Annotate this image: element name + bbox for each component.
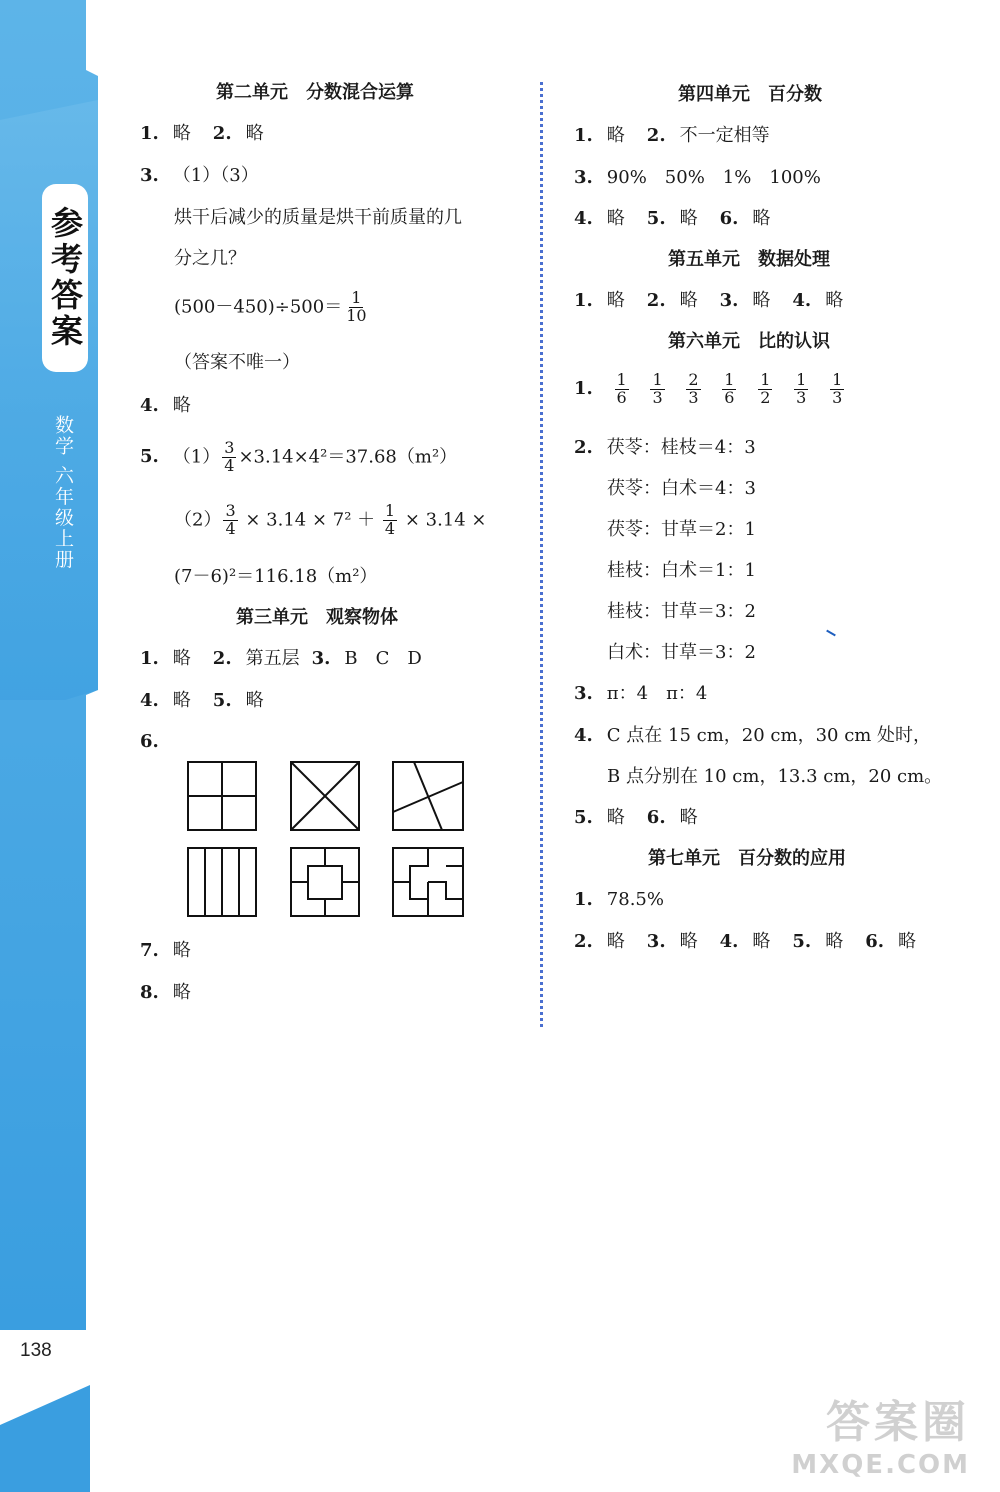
q-number: 2.	[212, 648, 232, 669]
answer: 第五层	[245, 648, 300, 669]
answer: π：4 π：4	[606, 683, 708, 704]
answer: 略	[679, 931, 698, 952]
q-number: 4.	[719, 931, 739, 952]
answer: 略	[679, 807, 698, 828]
answer: 略	[245, 123, 264, 144]
unit6-q5-q6	[574, 807, 698, 829]
numerator: 3	[225, 501, 236, 520]
unit2-heading: 第二单元 分数混合运算	[216, 82, 414, 103]
answer: C 点在 15 cm，20 cm，30 cm 处时，	[606, 725, 932, 746]
square-skew-division	[393, 762, 463, 830]
numerator: 1	[724, 370, 735, 389]
answer: 78.5%	[606, 889, 664, 910]
unit6-q2-line1	[574, 437, 756, 459]
denominator: 6	[616, 387, 627, 407]
answer: 略	[606, 807, 625, 828]
q-number: 4.	[574, 208, 593, 229]
fraction	[615, 372, 629, 407]
answer: 略	[752, 208, 771, 229]
unit6-heading: 第六单元 比的认识	[668, 331, 830, 352]
unit6-q1	[574, 372, 858, 407]
q-number: 8.	[140, 982, 159, 1003]
answer: 略	[606, 931, 625, 952]
part-label: （2）	[174, 509, 222, 531]
q-number: 4.	[792, 290, 812, 311]
answer: 略	[172, 123, 191, 144]
watermark	[791, 1386, 970, 1480]
unit6-q2-line4: 桂枝：白术＝1：1	[607, 560, 756, 581]
answer: 90% 50% 1% 100%	[606, 167, 821, 188]
unit7-heading: 第七单元 百分数的应用	[648, 848, 846, 869]
watermark-logo-text: 答案圈	[826, 1397, 970, 1448]
fraction	[686, 372, 700, 407]
q-number: 3.	[574, 167, 593, 188]
unit3-q7	[140, 940, 191, 962]
unit6-q4-line2: B 点分别在 10 cm，13.3 cm，20 cm。	[607, 766, 943, 787]
answer: 略	[679, 290, 698, 311]
denominator: 2	[760, 387, 771, 407]
answer: 略	[825, 931, 844, 952]
numerator: 1	[616, 370, 627, 389]
q-number: 1.	[574, 889, 593, 910]
numerator: 1	[351, 288, 362, 307]
q-number: 4.	[574, 725, 593, 746]
q-number: 4.	[140, 690, 159, 711]
fraction	[830, 372, 844, 407]
q-number: 1.	[574, 125, 593, 146]
unit3-q6	[140, 731, 173, 753]
q-number: 3.	[719, 290, 739, 311]
q-number: 4.	[140, 395, 159, 416]
q-number: 7.	[140, 940, 159, 961]
unit2-q5-part1	[140, 440, 457, 475]
fraction	[650, 372, 664, 407]
denominator: 3	[688, 387, 699, 407]
answer: 略	[172, 940, 191, 961]
numerator: 1	[384, 501, 396, 520]
answer-tab-label: 参考答案	[46, 206, 84, 350]
unit3-q4-q5	[140, 690, 264, 712]
answer: 略	[679, 208, 698, 229]
answer: 略	[606, 290, 625, 311]
q-number: 5.	[140, 446, 159, 468]
fraction	[383, 503, 397, 538]
q-number: 2.	[574, 931, 593, 952]
watermark-url: MXQE.COM	[791, 1450, 970, 1480]
answer-tab	[42, 184, 88, 372]
fraction	[758, 372, 772, 407]
q-number: 5.	[212, 690, 232, 711]
denominator: 3	[796, 387, 807, 407]
stray-mark	[826, 630, 836, 637]
unit6-q4-line1	[574, 725, 931, 747]
unit2-q3-formula	[174, 290, 371, 325]
answer: 略	[172, 690, 191, 711]
q-number: 2.	[646, 125, 666, 146]
denominator: 6	[724, 387, 735, 407]
unit6-q2-line6: 白术：甘草＝3：2	[607, 642, 756, 663]
expression: × 3.14 × 7² ＋	[245, 509, 376, 531]
numerator: 1	[652, 370, 663, 389]
q-number: 5.	[646, 208, 666, 229]
q-number: 6.	[140, 731, 159, 752]
expression: × 3.14 ×	[404, 509, 487, 531]
numerator: 1	[760, 370, 771, 389]
q-number: 3.	[574, 683, 593, 704]
unit2-q5-part3: (7－6)²＝116.18（m²）	[174, 566, 378, 587]
answer: 略	[172, 648, 191, 669]
q-number: 1.	[574, 290, 593, 311]
answer: 略	[245, 690, 264, 711]
unit6-q3	[574, 683, 707, 705]
fraction	[222, 440, 236, 475]
denominator: 4	[384, 518, 396, 538]
unit6-q2-line2: 茯苓：白术＝4：3	[607, 478, 756, 499]
q-number: 1.	[140, 123, 159, 144]
square-strip-division	[188, 848, 256, 916]
q-number: 1.	[140, 648, 159, 669]
q-number: 5.	[792, 931, 812, 952]
fraction	[223, 503, 237, 538]
unit2-q3-note: （答案不唯一）	[174, 352, 300, 373]
unit4-q3	[574, 167, 821, 189]
q-number: 3.	[311, 648, 331, 669]
denominator: 3	[652, 387, 663, 407]
q-number: 2.	[574, 437, 593, 458]
answer: 略	[752, 931, 771, 952]
expression: ×3.14×4²＝37.68（m²）	[238, 446, 458, 468]
unit2-q4	[140, 395, 191, 417]
unit2-q3-text2: 分之几？	[174, 248, 246, 269]
unit5-q1-q4	[574, 290, 843, 312]
answer: 略	[172, 395, 191, 416]
unit6-q2-line5: 桂枝：甘草＝3：2	[607, 601, 756, 622]
unit2-q3-text1: 烘干后减少的质量是烘干前质量的几	[174, 207, 462, 228]
q-number: 5.	[574, 807, 593, 828]
answer: B C D	[344, 648, 422, 669]
square-pinwheel-division-1	[291, 848, 359, 916]
subject-label: 数学 六年级上册	[52, 415, 74, 571]
formula-left: (500－450)÷500＝	[174, 296, 343, 318]
column-divider	[540, 82, 543, 1027]
answer: 略	[897, 931, 916, 952]
answer: 略	[606, 208, 625, 229]
numerator: 2	[688, 370, 699, 389]
fraction	[344, 290, 368, 325]
q-number: 3.	[140, 165, 159, 186]
square-pinwheel-division-2	[393, 848, 463, 916]
unit3-q1-q3	[140, 648, 422, 670]
page-number: 138	[20, 1340, 52, 1361]
numerator: 1	[832, 370, 843, 389]
square-diagonal-division	[291, 762, 359, 830]
fraction	[722, 372, 736, 407]
denominator: 10	[346, 305, 367, 325]
unit7-q2-q6	[574, 931, 916, 953]
unit2-q3	[140, 165, 259, 187]
answer: 略	[606, 125, 625, 146]
answer: 略	[825, 290, 844, 311]
sidebar-bottom-background	[0, 1385, 90, 1492]
square-cross-division	[188, 762, 256, 830]
answer: 略	[172, 982, 191, 1003]
answer: 略	[752, 290, 771, 311]
fraction	[794, 372, 808, 407]
unit3-heading: 第三单元 观察物体	[236, 607, 398, 628]
ratio: 茯苓：桂枝＝4：3	[606, 437, 756, 458]
q-number: 2.	[212, 123, 232, 144]
q-number: 2.	[646, 290, 666, 311]
part-label: （1）	[172, 446, 221, 468]
unit6-q2-line3: 茯苓：甘草＝2：1	[607, 519, 756, 540]
unit4-q1-q2	[574, 125, 770, 147]
q-number: 1.	[574, 378, 593, 400]
q-number: 6.	[865, 931, 884, 952]
denominator: 4	[224, 455, 235, 475]
unit4-q4-q6	[574, 208, 770, 230]
square-division-diagrams	[186, 760, 466, 920]
q-number: 3.	[646, 931, 666, 952]
q6-figures	[186, 760, 466, 920]
q-number: 6.	[646, 807, 666, 828]
unit5-heading: 第五单元 数据处理	[668, 249, 830, 270]
unit2-q5-part2	[174, 503, 487, 538]
denominator: 4	[225, 518, 236, 538]
q-number: 6.	[719, 208, 739, 229]
answer: 不一定相等	[679, 125, 770, 146]
numerator: 3	[224, 438, 235, 457]
unit4-heading: 第四单元 百分数	[678, 84, 822, 105]
numerator: 1	[796, 370, 807, 389]
denominator: 3	[832, 387, 843, 407]
unit3-q8	[140, 982, 191, 1004]
unit7-q1	[574, 889, 664, 911]
answer: （1）（3）	[172, 165, 259, 186]
unit2-q1-q2	[140, 123, 264, 145]
